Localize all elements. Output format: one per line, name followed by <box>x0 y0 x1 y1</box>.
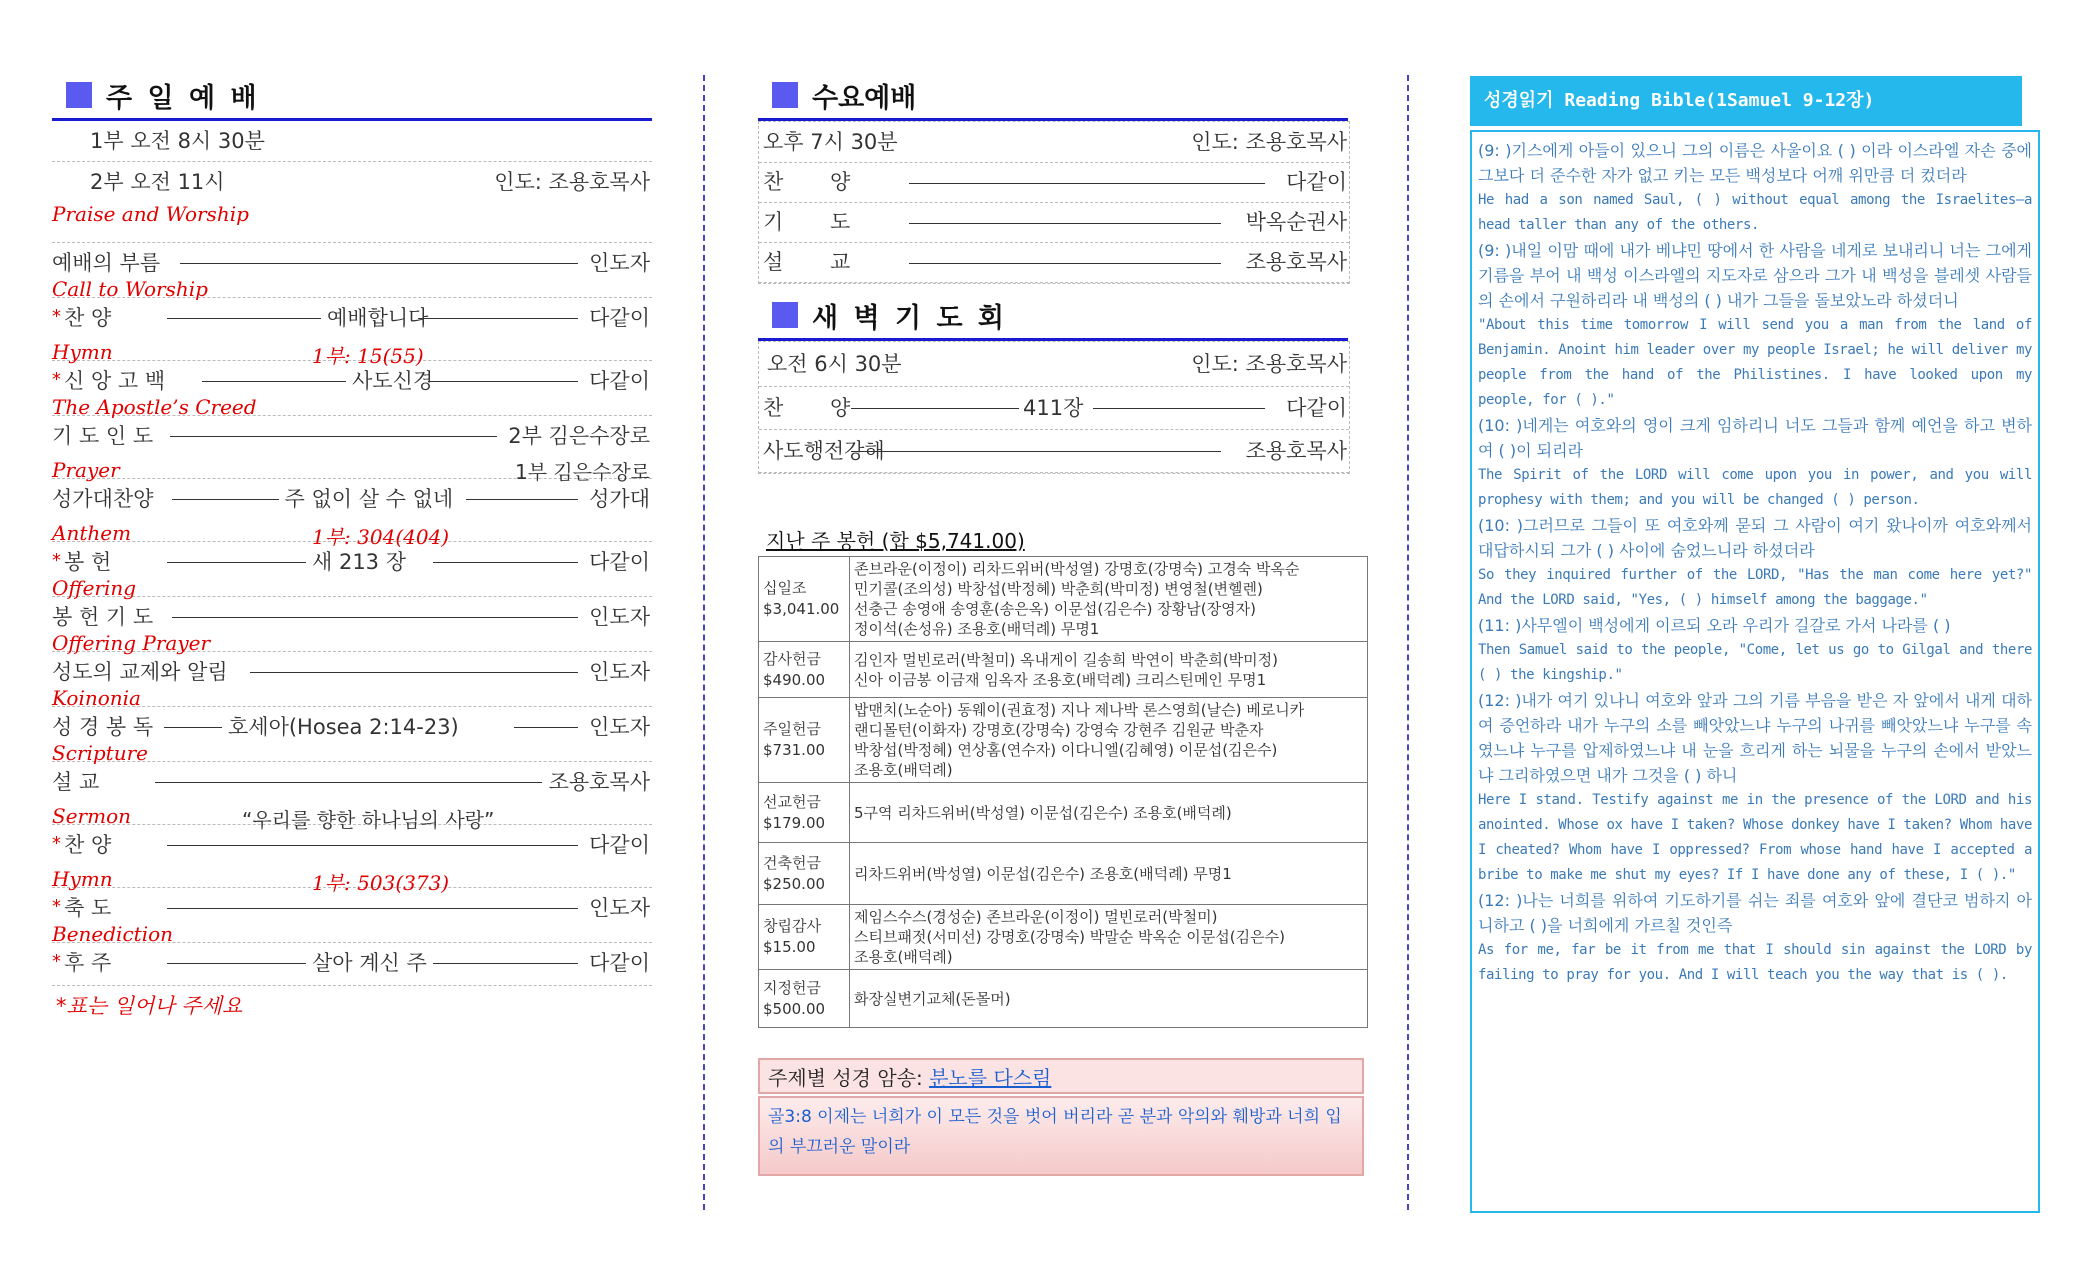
offering-name-line: 선충근 송영애 송영훈(송은옥) 이문섭(김은수) 장황남(장영자) <box>854 600 1256 618</box>
leader-line <box>909 223 1221 224</box>
worship-item-leader: 다같이 <box>589 833 650 857</box>
service-row-label: 찬 양 <box>763 170 851 194</box>
dawn-title-bar <box>758 292 1348 341</box>
worship-item-english: The Apostle’s Creed <box>52 395 257 419</box>
worship-item <box>52 298 652 368</box>
offering-name-line: 5구역 리차드위버(박성열) 이문섭(김은수) 조용호(배덕례) <box>854 803 1232 822</box>
offering-name-line: 화장실변기교체(돈몰머) <box>854 989 1011 1008</box>
worship-item <box>52 597 652 655</box>
service-row-leader: 박옥순권사 <box>1245 210 1347 234</box>
offering-name-line: 민기콜(조의성) 박창섭(박정혜) 박춘희(박미정) 변영철(변헬렌) <box>854 580 1263 598</box>
service-row <box>759 163 1349 203</box>
leader-line <box>466 499 579 500</box>
offering-kind-name: 감사헌금 <box>763 649 821 668</box>
worship-item <box>52 361 652 419</box>
leader-line <box>851 451 1221 452</box>
service-row-leader: 다같이 <box>1286 170 1347 194</box>
offering-name-line: 신아 이금봉 이금재 임옥자 조용호(배덕례) 크리스틴메인 무명1 <box>854 670 1267 689</box>
wednesday-title-bar <box>758 72 1348 121</box>
worship-item-leader: 인도자 <box>589 715 650 739</box>
worship-item-label: 성도의 교제와 알림 <box>52 660 228 684</box>
praise-en: Praise and Worship <box>52 202 249 226</box>
worship-item <box>52 652 652 710</box>
reading-english: He had a son named Saul, ( ) without equal among the Israelites—a head taller than any of the others. <box>1478 192 2032 233</box>
reading-korean: (9: )기스에게 아들이 있으니 그의 이름은 사울이요 ( ) 이라 이스라엘 자손 중에 그보다 더 준수한 자가 없고 키는 모든 백성보다 어깨 위만큼 더 컸더라 <box>1478 141 2032 185</box>
leader-line <box>170 436 497 437</box>
worship-item-label: 성 경 봉 독 <box>52 715 154 739</box>
worship-item-detail: 예배합니다 <box>327 306 429 330</box>
worship-item-english: Scripture <box>52 741 148 765</box>
service-row-label: 설 교 <box>763 250 851 274</box>
square-bullet-icon <box>772 82 798 108</box>
memory-header: 주제별 성경 암송: 분노를 다스림 <box>758 1058 1364 1094</box>
leader-line <box>164 727 222 728</box>
leader-line <box>514 727 578 728</box>
reading-english: Here I stand. Testify against me in the presence of the LORD and his anointed. Whose ox have I taken? Whose donkey have I taken? Whom have I cheated? Whom have I oppressed? From whose hand have I accepted a bribe to make me shut my eyes? If I have done any of these, I ( )." <box>1478 792 2032 883</box>
worship-item-leader: 인도자 <box>589 896 650 920</box>
sunday-service-panel <box>52 72 652 1026</box>
offering-kind-name: 선교헌금 <box>763 792 821 811</box>
leader-line <box>250 672 578 673</box>
scripture-memory <box>758 1058 1358 1176</box>
required-stand-marker: * <box>52 951 61 972</box>
worship-item-label: 신 앙 고 백 <box>64 369 166 393</box>
leader-line <box>433 562 578 563</box>
offering-amount: $15.00 <box>763 938 816 956</box>
worship-item-english: Offering <box>52 576 137 600</box>
offering-kind-name: 건축헌금 <box>763 853 821 872</box>
leader-line <box>172 617 578 618</box>
worship-item-english: Call to Worship <box>52 277 208 301</box>
reading-body <box>1470 130 2040 1213</box>
offering-row <box>759 843 1368 905</box>
leader-line <box>851 408 1019 409</box>
required-stand-marker: * <box>52 550 61 571</box>
worship-item-english: Offering Prayer <box>52 631 211 655</box>
memory-topic: 분노를 다스림 <box>929 1066 1052 1090</box>
service-time-2-label: 2부 오전 11시 <box>90 170 225 194</box>
offering-kind-name: 주일헌금 <box>763 720 821 738</box>
leader-line <box>428 381 578 382</box>
offering-amount: $731.00 <box>763 741 826 759</box>
offering-name-line: 정이석(손성유) 조용호(배덕례) 무명1 <box>854 620 1100 638</box>
wednesday-box <box>758 121 1350 284</box>
offering-name-line: 조용호(배덕례) <box>854 948 953 966</box>
worship-item-detail: 살아 계신 주 <box>312 951 427 975</box>
service-row <box>759 243 1349 283</box>
worship-item-leader: 2부 김은수장로 <box>508 424 650 448</box>
offering-names <box>850 905 1368 970</box>
offering-title: 지난 주 봉헌 (합 $5,741.00) <box>766 529 1025 553</box>
offering-names <box>850 843 1368 905</box>
worship-item-label: 봉 헌 <box>64 550 112 574</box>
leader-line <box>1093 408 1265 409</box>
worship-item-label: 후 주 <box>64 951 112 975</box>
service-row <box>759 430 1349 473</box>
reading-korean: (10: )그러므로 그들이 또 여호와께 묻되 그 사람이 여기 왔나이까 여호와께서 대답하시되 그가 ( ) 사이에 숨었느니라 하셨더라 <box>1478 516 2032 560</box>
offering-names <box>850 642 1368 698</box>
worship-item-english: Hymn <box>52 340 113 364</box>
worship-item-detail: 호세아(Hosea 2:14-23) <box>228 715 459 739</box>
worship-item-leader: 인도자 <box>589 251 650 275</box>
offering-name-line: 존브라운(이정이) 리차드위버(박성열) 강명호(강명숙) 고경숙 박옥순 <box>854 560 1300 578</box>
dawn-box <box>758 341 1350 474</box>
service-row-leader: 조용호목사 <box>1245 439 1347 463</box>
worship-item-label: 예배의 부름 <box>52 251 161 275</box>
reading-english: As for me, far be it from me that I should sin against the LORD by failing to pray for you. And I will teach you the way that is ( ). <box>1478 942 2032 983</box>
leader-line <box>172 499 279 500</box>
reading-korean: (12: )나는 너희를 위하여 기도하기를 쉬는 죄를 여호와 앞에 결단코 범하지 아니하고 ( )을 너희에게 가르칠 것인즉 <box>1478 891 2032 935</box>
offering-kind <box>759 843 850 905</box>
square-bullet-icon <box>66 82 92 108</box>
service-row-leader: 다같이 <box>1286 396 1347 420</box>
offering-name-line: 밥맨치(노순아) 동웨이(권효정) 지나 제나박 론스영희(날슨) 베로니카 <box>854 701 1305 719</box>
service-row-leader: 조용호목사 <box>1245 250 1347 274</box>
wednesday-time-row: 오후 7시 30분 인도: 조용호목사 <box>759 122 1349 163</box>
reading-korean: (12: )내가 여기 있나니 여호와 앞과 그의 기름 부음을 받은 자 앞에서 내게 대하여 증언하라 내가 누구의 소를 빼앗았느냐 누구의 나귀를 빼앗았느냐 누구를 속였느냐 누구를 압제하였느냐 내 눈을 흐리게 하는 뇌물을 누구의 손에서 받았느냐 그리하였으면 내가 그것을 ( ) 하니 <box>1478 691 2032 785</box>
leader-line <box>167 908 578 909</box>
required-stand-marker: * <box>52 896 61 917</box>
offering-names <box>850 698 1368 783</box>
worship-item-detail: 사도신경 <box>352 369 434 393</box>
worship-item-english-detail: 1부: 15(55) <box>312 344 424 368</box>
service-time-1: 1부 오전 8시 30분 <box>52 121 652 162</box>
column-divider-1 <box>703 75 705 1210</box>
worship-item-detail: 새 213 장 <box>312 550 407 574</box>
worship-item <box>52 762 652 832</box>
service-row-label: 기 도 <box>763 210 851 234</box>
memory-verse: 골3:8 이제는 너희가 이 모든 것을 벗어 버리라 곧 분과 악의와 훼방과 너희 입의 부끄러운 말이라 <box>758 1096 1364 1176</box>
reading-korean: (9: )내일 이맘 때에 내가 베냐민 땅에서 한 사람을 네게로 보내리니 너는 그에게 기름을 부어 내 백성 이스라엘의 지도자로 삼으라 그가 내 백성을 블레셋 사람들의 손에서 구원하리라 내 백성의 ( ) 내가 그들을 돌보았노라 하셨더니 <box>1478 241 2032 310</box>
offering-row <box>759 642 1368 698</box>
leader-line <box>202 381 346 382</box>
sunday-title: 주 일 예 배 <box>106 82 260 114</box>
offering-kind-name: 십일조 <box>763 579 807 597</box>
worship-item-english-right: 1부 김은수장로 <box>514 460 650 484</box>
offering-row <box>759 783 1368 843</box>
order-of-worship <box>52 243 652 986</box>
worship-item <box>52 243 652 301</box>
worship-item-leader: 성가대 <box>589 487 650 511</box>
leader-line <box>909 263 1221 264</box>
worship-item <box>52 707 652 765</box>
leader-line <box>418 318 578 319</box>
service-row-label: 찬 양 <box>763 396 851 420</box>
service-row <box>759 387 1349 430</box>
column-divider-2 <box>1407 75 1409 1210</box>
dawn-title: 새 벽 기 도 회 <box>812 302 1008 334</box>
offering-kind <box>759 905 850 970</box>
service-leader: 인도: 조용호목사 <box>494 170 650 194</box>
worship-item-english: Hymn <box>52 867 113 891</box>
offering-amount: $500.00 <box>763 999 826 1018</box>
worship-item-leader: 인도자 <box>589 605 650 629</box>
offering-name-line: 랜디몰턴(이화자) 강명호(강명숙) 강영숙 강현주 김원균 박춘자 <box>854 721 1264 739</box>
leader-line <box>433 963 578 964</box>
worship-item-label: 찬 양 <box>64 833 112 857</box>
worship-item-english: Anthem <box>52 521 132 545</box>
reading-title: 성경읽기 Reading Bible(1Samuel 9-12장) <box>1470 76 2022 126</box>
worship-item <box>52 416 652 484</box>
offering-kind <box>759 698 850 783</box>
leader-line <box>167 318 321 319</box>
offering-kind-name: 창립감사 <box>763 917 821 935</box>
required-stand-marker: * <box>52 369 61 390</box>
offering-names <box>850 970 1368 1028</box>
offering-amount: $3,041.00 <box>763 600 840 618</box>
leader-line <box>167 845 578 846</box>
offering-name-line: 스티브패젓(서미선) 강명호(강명숙) 박말순 박옥순 이문섭(김은수) <box>854 928 1285 946</box>
offering-row <box>759 905 1368 970</box>
reading-english: "About this time tomorrow I will send you a man from the land of Benjamin. Anoint him leader over my people Israel; he will deliver my people from the hand of the Philistines. I have looked upon my people, for ( )." <box>1478 317 2032 408</box>
worship-item-leader: 다같이 <box>589 306 650 330</box>
worship-item-label: 기 도 인 도 <box>52 424 154 448</box>
offering-kind <box>759 783 850 843</box>
offering-kind-name: 지정헌금 <box>763 978 821 997</box>
worship-item-label: 찬 양 <box>64 306 112 330</box>
offering-row <box>759 698 1368 783</box>
standing-note: *표는 일어나 주세요 <box>56 994 243 1018</box>
required-stand-marker: * <box>52 833 61 854</box>
offering-amount: $179.00 <box>763 813 826 832</box>
worship-item-english: Prayer <box>52 458 120 482</box>
worship-item-label: 축 도 <box>64 896 112 920</box>
worship-item-leader: 조용호목사 <box>548 770 650 794</box>
leader-line <box>909 183 1265 184</box>
reading-english: Then Samuel said to the people, "Come, let us go to Gilgal and there ( ) the kingship." <box>1478 642 2032 683</box>
offering-name-line: 김인자 멀빈로러(박철미) 옥내게이 길송희 박연이 박춘희(박미정) <box>854 650 1278 669</box>
worship-item-leader: 인도자 <box>589 660 650 684</box>
sunday-title-bar <box>52 72 652 121</box>
service-row-detail: 411장 <box>1023 396 1084 420</box>
worship-item-english: Koinonia <box>52 686 141 710</box>
leader-line <box>167 963 306 964</box>
worship-item-label: 성가대찬양 <box>52 487 154 511</box>
offering-names <box>850 557 1368 642</box>
service-time-2 <box>52 162 652 243</box>
dawn-time-row: 오전 6시 30분 인도: 조용호목사 <box>759 342 1349 387</box>
offering-kind <box>759 970 850 1028</box>
leader-line <box>167 562 306 563</box>
offering-row <box>759 557 1368 642</box>
offering-kind <box>759 557 850 642</box>
worship-item-label: 봉 헌 기 도 <box>52 605 154 629</box>
offering-table <box>758 556 1368 1028</box>
offering-kind <box>759 642 850 698</box>
reading-korean: (11: )사무엘이 백성에게 이르되 오라 우리가 길갈로 가서 나라를 ( ) <box>1478 616 1951 635</box>
worship-item-leader: 다같이 <box>589 550 650 574</box>
leader-line <box>155 782 542 783</box>
offering-names <box>850 783 1368 843</box>
offering-name-line: 박창섭(박정혜) 연상홈(연수자) 이다니엘(김혜영) 이문섭(김은수) <box>854 741 1278 759</box>
reading-english: The Spirit of the LORD will come upon you in power, and you will prophesy with them; and you will be changed ( ) person. <box>1478 467 2032 508</box>
worship-item <box>52 479 652 549</box>
worship-item-leader: 다같이 <box>589 951 650 975</box>
worship-item <box>52 542 652 600</box>
worship-item-english-detail: 1부: 304(404) <box>312 525 450 549</box>
worship-item-english-detail: “우리를 향한 하나님의 사랑” <box>242 808 495 832</box>
square-bullet-icon <box>772 302 798 328</box>
offering-amount: $490.00 <box>763 670 826 689</box>
offering-name-line: 리차드위버(박성열) 이문섭(김은수) 조용호(배덕례) 무명1 <box>854 864 1232 883</box>
worship-item-english-detail: 1부: 503(373) <box>312 871 450 895</box>
worship-item-english: Benediction <box>52 922 174 946</box>
wednesday-title: 수요예배 <box>812 82 917 114</box>
offering-name-line: 제임스수스(경성순) 존브라운(이정이) 멀빈로러(박철미) <box>854 908 1218 926</box>
offering-name-line: 조용호(배덕례) <box>854 761 953 779</box>
reading-english: So they inquired further of the LORD, "Has the man come here yet?" And the LORD said, "Yes, ( ) himself among the baggage." <box>1478 567 2032 608</box>
offering-row <box>759 970 1368 1028</box>
worship-item <box>52 943 652 986</box>
service-row-label: 사도행전강해 <box>763 439 885 463</box>
service-row <box>759 203 1349 243</box>
offering-amount: $250.00 <box>763 874 826 893</box>
leader-line <box>180 263 578 264</box>
worship-item <box>52 825 652 895</box>
worship-item-leader: 다같이 <box>589 369 650 393</box>
worship-item-label: 설 교 <box>52 770 100 794</box>
weekday-panel <box>758 72 1358 1176</box>
required-stand-marker: * <box>52 306 61 327</box>
worship-item-detail: 주 없이 살 수 없네 <box>284 487 454 511</box>
worship-item-english: Sermon <box>52 804 131 828</box>
worship-item <box>52 888 652 946</box>
reading-korean: (10: )네게는 여호와의 영이 크게 임하리니 너도 그들과 함께 예언을 하고 변하여 ( )이 되리라 <box>1478 416 2032 460</box>
